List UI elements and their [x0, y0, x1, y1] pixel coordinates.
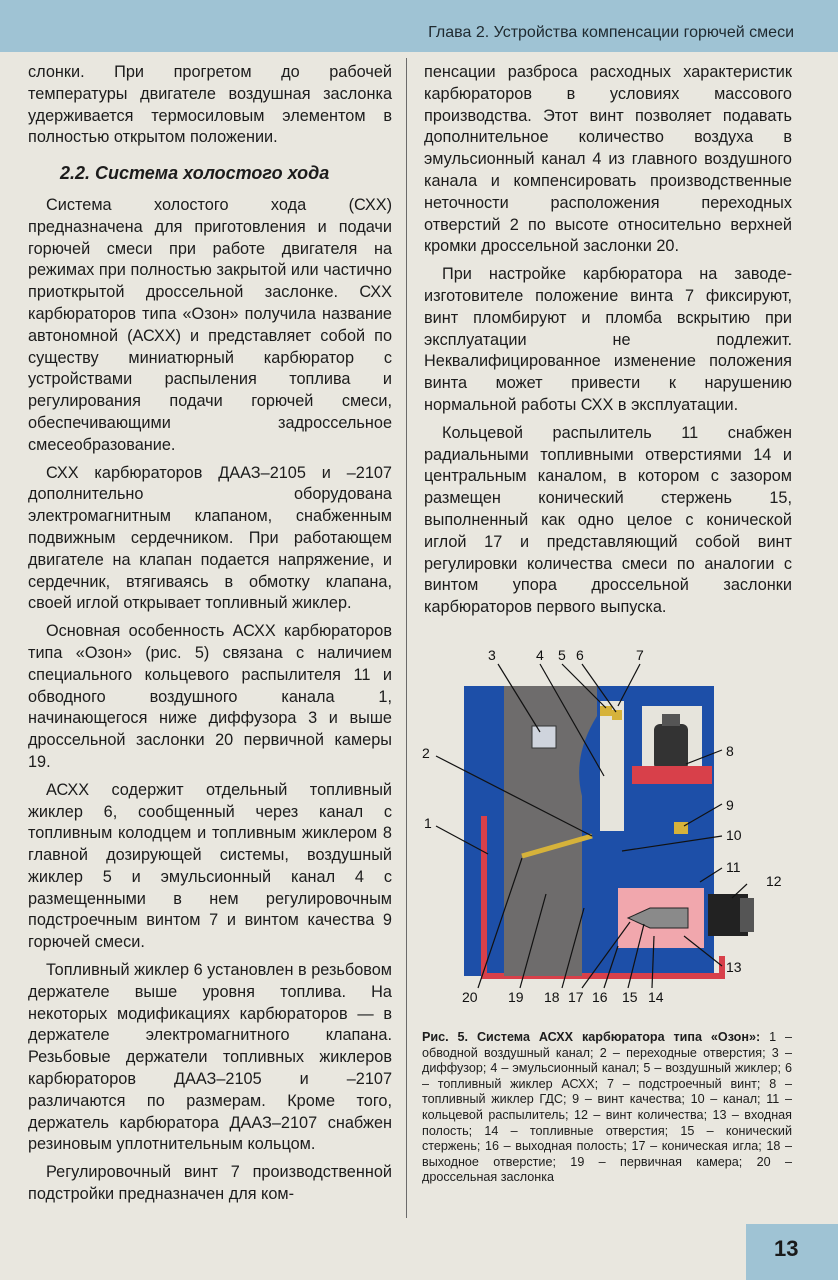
column-divider — [406, 58, 407, 1218]
label-1: 1 — [424, 815, 432, 831]
label-14: 14 — [648, 989, 664, 1005]
paragraph: СХХ карбюраторов ДААЗ–2105 и –2107 дополнительно оборудована электромагнитным клапаном, снабженным подвижным сердечником. При работающем двигателе на клапан подается напряжение, и сердечник, втягиваясь в обмотку клапана, своей иглой открывает топливный жиклер. — [28, 463, 392, 613]
paragraph: Основная особенность АСХХ карбюраторов типа «Озон» (рис. 5) связана с наличием специального кольцевого распылителя 11 и обводного воздушного канала 1, начинающегося ниже диффузора 3 и выше дроссельной заслонки 20 первичной камеры 19. — [28, 622, 392, 771]
carburetor-diagram-svg — [422, 646, 792, 1018]
label-7: 7 — [636, 647, 644, 663]
label-3: 3 — [488, 647, 496, 663]
paragraph: слонки. При прогретом до рабочей температуры двигателе воздушная заслонка удерживается термосиловым элементом в полностью открытом положении. — [28, 63, 392, 147]
diffuser — [532, 726, 556, 748]
paragraph: Регулировочный винт 7 производственной подстройки предназначен для ком- — [28, 1163, 392, 1204]
label-5: 5 — [558, 647, 566, 663]
red-channel-top — [632, 766, 712, 784]
label-19: 19 — [508, 989, 524, 1005]
chapter-title: Глава 2. Устройства компенсации горючей смеси — [428, 24, 794, 41]
section-heading: 2.2. Система холостого хода — [60, 163, 330, 184]
chapter-header-band — [0, 0, 838, 52]
paragraph: АСХХ содержит отдельный топливный жиклер 6, сообщенный через канал с топливным колодцем и топливным жиклером 8 главной дозирующей системы, воздушный жиклер 5 и эмульсионный канал 4 с размещенными в нем регулировочным подстроечным винтом 7 и винтом качества 9 горючей смеси. — [28, 780, 392, 952]
right-text-column — [424, 62, 792, 625]
label-12: 12 — [766, 873, 782, 889]
quality-screw — [674, 822, 688, 834]
emulsion-channel-area — [600, 701, 624, 831]
figure-caption-title: Рис. 5. Система АСХХ карбюратора типа «Озон»: — [422, 1030, 761, 1044]
label-17: 17 — [568, 989, 584, 1005]
label-15: 15 — [622, 989, 638, 1005]
page-number-tab — [746, 1224, 838, 1280]
label-11: 11 — [726, 859, 741, 875]
label-9: 9 — [726, 797, 734, 813]
label-16: 16 — [592, 989, 608, 1005]
quantity-screw-head — [740, 898, 754, 932]
label-6: 6 — [576, 647, 584, 663]
paragraph: Топливный жиклер 6 установлен в резьбовом держателе выше уровня топлива. На некоторых модификациях карбюраторов — в держателе электромагнитного клапана. Резьбовые держатели топливных жиклеров карбюраторов ДААЗ–2105 и –2107 различаются по размерам. Кроме того, держатель карбюратора ДААЗ–2107 снабжен резиновым уплотнительным кольцом. — [28, 961, 392, 1154]
paragraph: Система холостого хода (СХХ) предназначена для приготовления и подачи горючей смеси при работе двигателя на режимах при полностью закрытой или частично приоткрытой дроссельной заслонке. СХХ карбюраторов типа «Озон» получила название автономной (АСХХ) и представляет собой по существу миниатюрный карбюратор с устройствами распыления топлива и регулирования подачи горючей смеси, обеспечивающими задроссельное смесеобразование. — [28, 195, 392, 454]
label-18: 18 — [544, 989, 560, 1005]
page-number: 13 — [774, 1236, 799, 1261]
label-20: 20 — [462, 989, 478, 1005]
label-2: 2 — [422, 745, 430, 761]
figure-caption-text: 1 – обводной воздушный канал; 2 – переходные отверстия; 3 – диффузор; 4 – эмульсионный канал; 5 – воздушный жиклер; 6 – топливный жиклер АСХХ; 7 – подстроечный винт; 8 – топливный жиклер ГДС; 9 – винт качества; 10 – канал; 11 – кольцевой распылитель; 12 – винт количества; 13 – входная полость; 14 – топливные отверстия; 15 – конический стержень; 16 – выходная полость; 17 – коническая игла; 18 – выходное отверстие; 19 – первичная камера; 20 – дроссельная заслонка — [422, 1030, 792, 1185]
figure-caption — [422, 1030, 792, 1186]
paragraph: При настройке карбюратора на заводе-изготовителе положение винта 7 фиксируют, винт пломбируют и пломба вскрытию при эксплуатации не подлежит. Неквалифицированное изменение положения винта может привести к нарушению нормальной работы СХХ в эксплуатации. — [424, 265, 792, 414]
paragraph: пенсации разброса расходных характеристик карбюраторов в условиях массового производства. Этот винт позволяет подавать дополнительное количество воздуха в эмульсионный канал 4 из главного воздушного канала и компенсировать производственные неточности расположения переходных отверстий 2 по высоте относительно верхней кромки дроссельной заслонки 20. — [424, 63, 792, 256]
label-10: 10 — [726, 827, 742, 843]
fuel-jet-asxx — [612, 710, 622, 720]
fuel-jet-gds — [654, 724, 688, 770]
carburetor-diagram — [422, 646, 792, 1018]
label-13: 13 — [726, 959, 742, 975]
left-text-column — [28, 62, 392, 1212]
label-8: 8 — [726, 743, 734, 759]
fuel-jet-cap — [662, 714, 680, 726]
paragraph: Кольцевой распылитель 11 снабжен радиальными топливными отверстиями 14 и центральным каналом, в котором с зазором размещен конический стержень 15, выполненный как одно целое с конической иглой 17 и представляющий собой винт регулировки количества смеси по аналогии с винтом упора дроссельной заслонки карбюраторов первого выпуска. — [424, 423, 792, 617]
label-4: 4 — [536, 647, 544, 663]
